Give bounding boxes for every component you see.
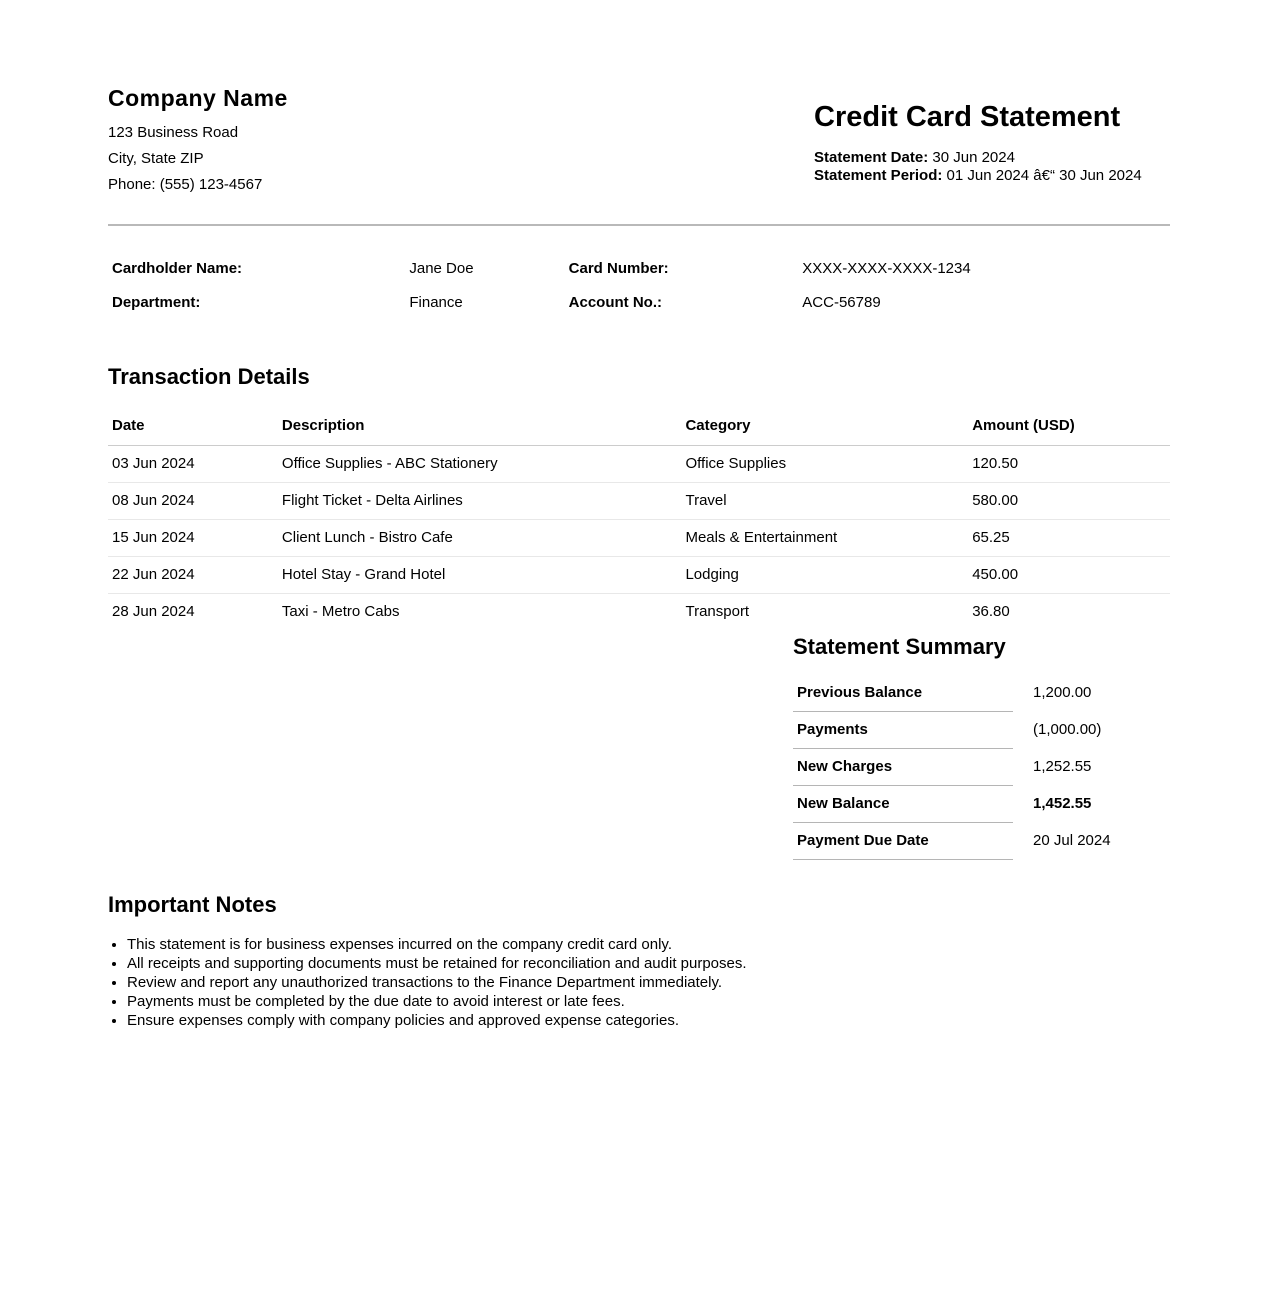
cardholder-info-table	[108, 252, 1170, 320]
tx-amount-cell: 65.25	[968, 520, 1170, 557]
transactions-heading: Transaction Details	[108, 364, 310, 389]
tx-date-cell: 03 Jun 2024	[108, 446, 278, 483]
transaction-row	[108, 557, 1170, 594]
statement-title: Credit Card Statement	[814, 101, 1121, 133]
transaction-row	[108, 594, 1170, 631]
summary-label-previous-balance: Previous Balance	[793, 675, 1013, 712]
company-phone: Phone: (555) 123-4567	[108, 176, 263, 193]
notes-section	[108, 892, 1170, 1030]
statement-date-label: Statement Date:	[814, 149, 929, 166]
tx-amount-cell: 36.80	[972, 603, 1010, 620]
header-divider	[108, 224, 1170, 226]
cardholder-name-label: Cardholder Name:	[112, 260, 243, 277]
transactions-table	[108, 408, 1170, 630]
tx-date-cell: 28 Jun 2024	[112, 603, 195, 620]
summary-row	[793, 675, 1170, 712]
company-address-line2: City, State ZIP	[108, 150, 204, 167]
tx-description-cell: Hotel Stay - Grand Hotel	[278, 557, 682, 594]
statement-period-value: 01 Jun 2024 â€“ 30 Jun 2024	[942, 167, 1142, 184]
summary-label-new-charges: New Charges	[793, 749, 1013, 786]
summary-value-payment-due-date: 20 Jul 2024	[1033, 831, 1111, 849]
company-name: Company Name	[108, 85, 288, 111]
tx-category-cell: Travel	[681, 483, 968, 520]
transaction-row	[108, 446, 1170, 483]
cardholder-row	[108, 286, 1170, 320]
tx-header-category: Category	[681, 408, 968, 446]
tx-description-cell: Client Lunch - Bistro Cafe	[278, 520, 682, 557]
statement-title-block	[814, 85, 1170, 185]
card-number-value: XXXX-XXXX-XXXX-1234	[802, 260, 971, 277]
statement-period-line	[814, 167, 1170, 185]
tx-date-cell: 15 Jun 2024	[108, 520, 278, 557]
account-no-value: ACC-56789	[802, 294, 881, 311]
tx-category-cell: Meals & Entertainment	[681, 520, 968, 557]
tx-header-date: Date	[108, 408, 278, 446]
summary-label-payment-due-date: Payment Due Date	[793, 823, 1013, 860]
department-value: Finance	[409, 294, 463, 311]
summary-value-new-charges: 1,252.55	[1033, 757, 1092, 775]
tx-amount-cell: 120.50	[968, 446, 1170, 483]
note-item: • Payments must be completed by the due date to avoid interest or late fees.	[127, 992, 1170, 1011]
tx-header-amount: Amount (USD)	[968, 408, 1170, 446]
transaction-row	[108, 483, 1170, 520]
account-no-label: Account No.:	[568, 294, 662, 311]
cardholder-row	[108, 252, 1170, 286]
note-item: • Review and report any unauthorized transactions to the Finance Department immediately.	[127, 973, 1170, 992]
statement-period-label: Statement Period:	[814, 167, 943, 184]
note-item: • Ensure expenses comply with company policies and approved expense categories.	[127, 1011, 1170, 1030]
summary-row	[793, 823, 1170, 860]
tx-date-cell: 08 Jun 2024	[108, 483, 278, 520]
note-item: • This statement is for business expenses incurred on the company credit card only.	[127, 935, 1170, 954]
transaction-row	[108, 520, 1170, 557]
statement-date-value: 30 Jun 2024	[928, 149, 1015, 166]
department-label: Department:	[112, 294, 201, 311]
statement-date-line	[814, 149, 1170, 167]
tx-date-cell: 22 Jun 2024	[108, 557, 278, 594]
tx-category-cell: Transport	[685, 603, 750, 620]
summary-value-payments: (1,000.00)	[1033, 720, 1102, 738]
summary-table	[793, 675, 1170, 860]
tx-amount-cell: 580.00	[968, 483, 1170, 520]
tx-amount-cell: 450.00	[968, 557, 1170, 594]
document-header	[108, 85, 1170, 203]
statement-summary-block	[793, 634, 1170, 860]
card-number-label: Card Number:	[568, 260, 669, 277]
company-address-line1: 123 Business Road	[108, 124, 239, 141]
company-block	[108, 85, 288, 203]
summary-row-new-balance	[793, 786, 1170, 823]
notes-list	[108, 935, 1170, 1030]
cardholder-name-value: Jane Doe	[409, 260, 474, 277]
tx-description-cell: Office Supplies - ABC Stationery	[278, 446, 682, 483]
notes-heading: Important Notes	[108, 892, 277, 917]
summary-label-payments: Payments	[793, 712, 1013, 749]
tx-header-description: Description	[278, 408, 682, 446]
tx-description-cell: Taxi - Metro Cabs	[281, 603, 400, 620]
summary-heading: Statement Summary	[793, 634, 1006, 659]
transactions-header-row	[108, 408, 1170, 446]
note-item: • All receipts and supporting documents must be retained for reconciliation and audit purposes.	[127, 954, 1170, 973]
summary-row	[793, 749, 1170, 786]
summary-value-new-balance: 1,452.55	[1033, 794, 1092, 812]
summary-label-new-balance: New Balance	[793, 786, 1013, 823]
tx-description-cell: Flight Ticket - Delta Airlines	[278, 483, 682, 520]
tx-category-cell: Office Supplies	[681, 446, 968, 483]
summary-row	[793, 712, 1170, 749]
tx-category-cell: Lodging	[681, 557, 968, 594]
summary-value-previous-balance: 1,200.00	[1033, 684, 1092, 701]
